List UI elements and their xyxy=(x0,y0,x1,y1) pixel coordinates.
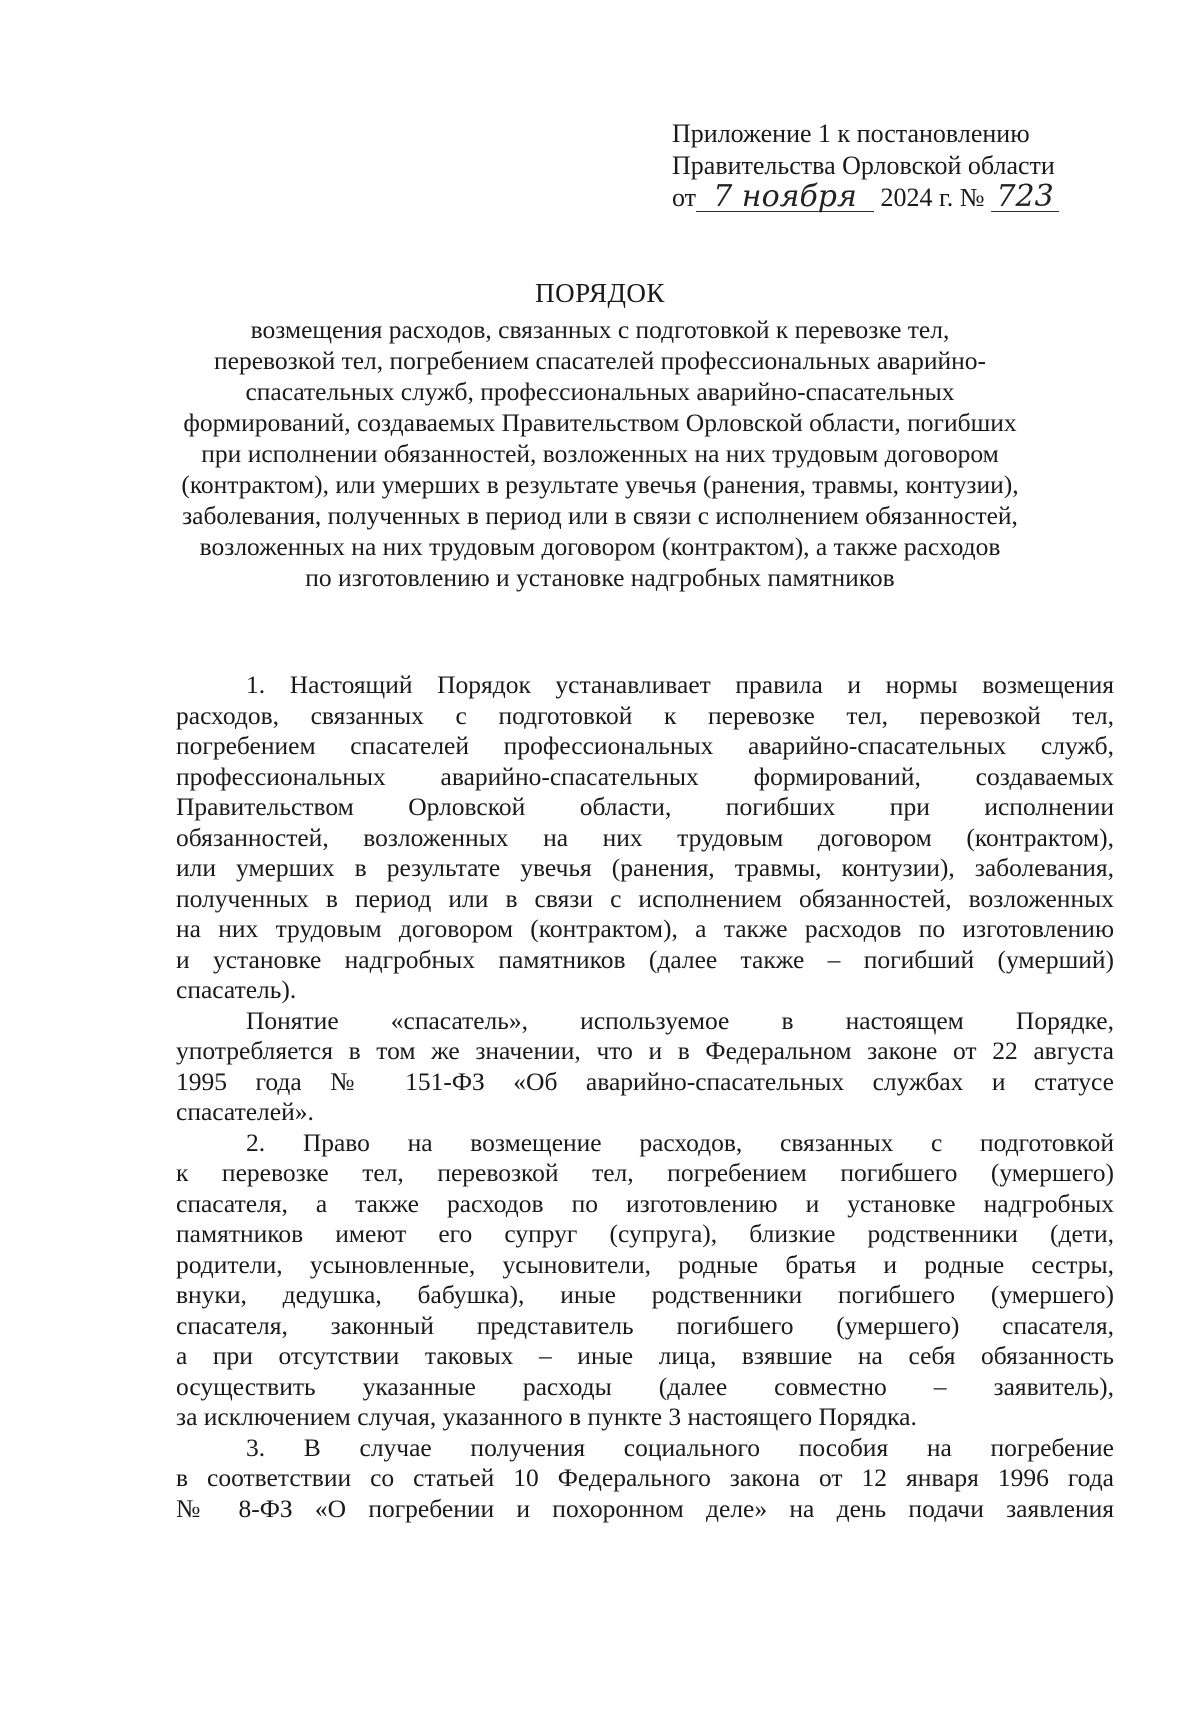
document-title: ПОРЯДОК xyxy=(535,278,665,308)
appendix-header xyxy=(672,118,1122,214)
paragraph xyxy=(176,670,1114,1006)
subtitle-line: заболевания, полученных в период или в связи с исполнением обязанностей, xyxy=(182,501,1018,530)
paragraph-line: Правительством Орловской области, погибших при исполнении xyxy=(176,792,1114,821)
paragraph-line: к перевозке тел, перевозкой тел, погребением погибшего (умершего) xyxy=(176,1158,1114,1187)
paragraph xyxy=(176,1128,1114,1433)
document-subtitle xyxy=(160,314,1040,593)
paragraph-line: расходов, связанных с подготовкой к перевозке тел, перевозкой тел, xyxy=(176,700,1114,730)
paragraph-line: родители, усыновленные, усыновители, родные братья и родные сестры, xyxy=(176,1249,1114,1279)
paragraph-line: а при отсутствии таковых – иные лица, взявшие на себя обязанность xyxy=(176,1341,1114,1370)
appendix-date-line xyxy=(672,179,1122,214)
paragraph-line: погребением спасателей профессиональных аварийно-спасательных служб, xyxy=(176,731,1114,760)
paragraph-line: внуки, дедушка, бабушка), иные родственники погибшего (умершего) xyxy=(176,1280,1114,1309)
paragraph-line: в соответствии со статьей 10 Федерального закона от 12 января 1996 года xyxy=(176,1463,1114,1492)
paragraph-line: полученных в период или в связи с исполнением обязанностей, возложенных xyxy=(176,883,1114,913)
paragraph-line: за исключением случая, указанного в пункте 3 настоящего Порядка. xyxy=(176,1402,917,1431)
appendix-line-2: Правительства Орловской области xyxy=(672,151,1055,180)
paragraph-line: спасателей». xyxy=(176,1097,314,1126)
paragraph-line: Понятие «спасатель», используемое в настоящем Порядке, xyxy=(246,1005,1114,1035)
appendix-line-1: Приложение 1 к постановлению xyxy=(672,119,1030,148)
paragraph-line: на них трудовым договором (контрактом), а также расходов по изготовлению xyxy=(176,914,1114,943)
paragraph-line: 2. Право на возмещение расходов, связанных с подготовкой xyxy=(246,1127,1114,1157)
paragraph-line: № 8-ФЗ «О погребении и похоронном деле» на день подачи заявления xyxy=(176,1493,1114,1523)
paragraph-line: и установке надгробных памятников (далее также – погибший (умерший) xyxy=(176,944,1114,974)
paragraph-line: спасателя, а также расходов по изготовлению и установке надгробных xyxy=(176,1188,1114,1218)
paragraph-line: 1. Настоящий Порядок устанавливает правила и нормы возмещения xyxy=(246,670,1114,699)
paragraph-line: 1995 года № 151-ФЗ «Об аварийно-спасательных службах и статусе xyxy=(176,1066,1114,1096)
handwritten-date: 7 ноября xyxy=(696,183,874,212)
paragraph-line: спасателя, законный представитель погибшего (умершего) спасателя, xyxy=(176,1310,1114,1340)
paragraph-line: памятников имеют его супруг (супруга), близкие родственники (дети, xyxy=(176,1219,1114,1248)
date-prefix: от xyxy=(672,183,697,212)
subtitle-line: спасательных служб, профессиональных аварийно-спасательных xyxy=(245,377,955,406)
paragraph-line: или умерших в результате увечья (ранения, травмы, контузии), заболевания, xyxy=(176,853,1114,882)
paragraph-line: 3. В случае получения социального пособия на погребение xyxy=(246,1432,1114,1462)
handwritten-number: 723 xyxy=(991,183,1059,212)
paragraph xyxy=(176,1433,1114,1525)
subtitle-line: возложенных на них трудовым договором (контрактом), а также расходов xyxy=(199,532,1001,561)
subtitle-line: перевозкой тел, погребением спасателей профессиональных аварийно- xyxy=(214,346,986,375)
paragraph-line: спасатель). xyxy=(176,975,297,1004)
subtitle-line: при исполнении обязанностей, возложенных на них трудовым договором xyxy=(201,439,999,468)
subtitle-line: (контрактом), или умерших в результате увечья (ранения, травмы, контузии), xyxy=(181,470,1019,499)
paragraph-line: осуществить указанные расходы (далее совместно – заявитель), xyxy=(176,1371,1114,1401)
paragraph-line: употребляется в том же значении, что и в Федеральном законе от 22 августа xyxy=(176,1036,1114,1065)
subtitle-line: по изготовлению и установке надгробных памятников xyxy=(305,563,895,592)
subtitle-line: формирований, создаваемых Правительством Орловской области, погибших xyxy=(183,408,1017,437)
paragraph-line: обязанностей, возложенных на них трудовым договором (контрактом), xyxy=(176,822,1114,852)
year-text: 2024 г. № xyxy=(880,183,985,212)
document-body xyxy=(176,670,1114,1524)
paragraph-line: профессиональных аварийно-спасательных формирований, создаваемых xyxy=(176,761,1114,791)
paragraph xyxy=(176,1006,1114,1128)
subtitle-line: возмещения расходов, связанных с подготовкой к перевозке тел, xyxy=(250,315,950,344)
